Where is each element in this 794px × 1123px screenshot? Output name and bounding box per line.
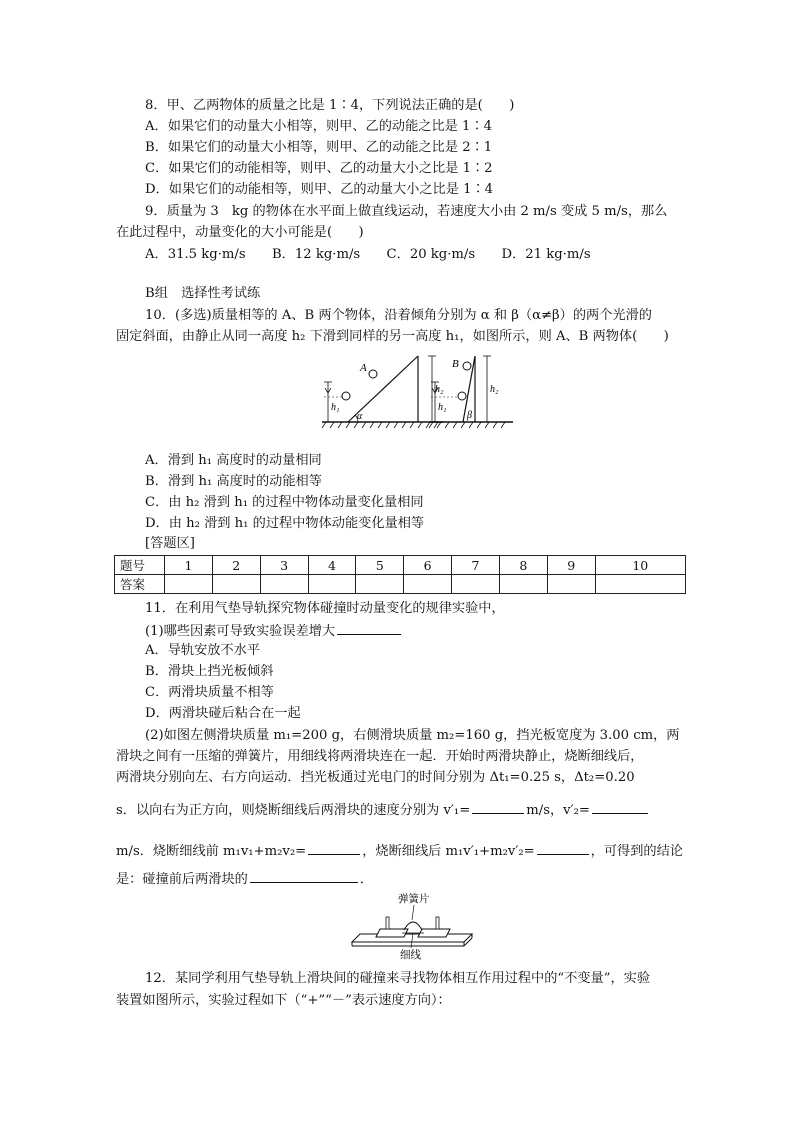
q11-conclusion-end: ．: [359, 872, 374, 887]
q11-v2-prompt: m/s，v′₂=: [526, 803, 590, 818]
answer-cell[interactable]: [308, 575, 356, 594]
q11-v1-prompt: s．以向右为正方向，则烧断细线后两滑块的速度分别为 v′₁=: [116, 803, 471, 818]
q11-before-prompt: m/s．烧断细线前 m₁v₁+m₂v₂=: [116, 844, 307, 859]
q8-stem: 8．甲、乙两物体的质量之比是 1∶4，下列说法正确的是( ): [145, 98, 515, 113]
q10-figure-right-incline: [425, 352, 535, 442]
q11-figure-air-track: [346, 890, 476, 960]
q8-option-a: A．如果它们的动量大小相等，则甲、乙的动能之比是 1∶4: [145, 119, 492, 134]
q11-spring-label: 弹簧片: [398, 893, 430, 905]
answer-cell[interactable]: [165, 575, 213, 594]
q9-options: A．31.5 kg·m/s B．12 kg·m/s C．20 kg·m/s D．21 kg·m/s: [145, 247, 591, 262]
q10-right-h1-label: h₁: [438, 402, 447, 413]
q11-stem: 11．在利用气垫导轨探究物体碰撞时动量变化的规律实验中，: [145, 601, 505, 616]
answer-number-cell: 1: [165, 556, 213, 575]
q11-option-d: D．两滑块碰后粘合在一起: [145, 706, 301, 721]
q10-option-c: C．由 h₂ 滑到 h₁ 的过程中物体动量变化量相同: [145, 495, 424, 510]
answer-table-answer-row: [115, 575, 686, 594]
answer-table: [114, 555, 686, 594]
q10-line1: 10．(多选)质量相等的 A、B 两个物体，沿着倾角分别为 α 和 β（α≠β）的两个光滑的: [145, 308, 652, 323]
q11-after-blank[interactable]: [537, 841, 589, 855]
q11-part2-line6: [116, 869, 373, 889]
answer-number-cell: 9: [547, 556, 595, 575]
q11-part1: [145, 621, 403, 641]
q11-before-blank[interactable]: [308, 841, 360, 855]
q10-ball-b-label: B: [452, 358, 459, 370]
q11-part2-line1: (2)如图左侧滑块质量 m₁=200 g，右侧滑块质量 m₂=160 g，挡光板宽度为 3.00 cm，两: [145, 728, 680, 743]
q11-part2-line5: [116, 841, 683, 861]
answer-row-label-number: 题号: [115, 556, 165, 575]
q10-line2: 固定斜面，由静止从同一高度 h₂ 下滑到同样的另一高度 h₁，如图所示，则 A、B 两物体( ): [116, 329, 669, 344]
answer-number-cell: 4: [308, 556, 356, 575]
q10-alpha-label: α: [357, 411, 363, 422]
answer-area-title: [答题区]: [145, 536, 195, 551]
answer-number-cell: 2: [212, 556, 260, 575]
answer-number-cell: 5: [356, 556, 404, 575]
q11-conclusion-text: 是：碰撞前后两滑块的: [116, 872, 248, 887]
q10-ball-a-label: A: [360, 362, 367, 374]
answer-cell[interactable]: [499, 575, 547, 594]
q9-line2: 在此过程中，动量变化的大小可能是( ): [116, 225, 364, 240]
q8-option-d: D．如果它们的动能相等，则甲、乙的动量大小之比是 1∶4: [145, 182, 494, 197]
q11-part2-line2: 滑块之间有一压缩的弹簧片，用细线将两滑块连在一起．开始时两滑块静止，烧断细线后，: [116, 749, 644, 764]
q10-option-d: D．由 h₂ 滑到 h₁ 的过程中物体动能变化量相等: [145, 516, 425, 531]
q8-option-b: B．如果它们的动量大小相等，则甲、乙的动能之比是 2∶1: [145, 140, 493, 155]
answer-row-label-answer: 答案: [115, 575, 165, 594]
q11-part1-blank[interactable]: [337, 621, 401, 635]
section-b-heading: B组 选择性考试练: [145, 286, 261, 301]
q10-left-h1-label: h₁: [331, 402, 340, 413]
answer-cell[interactable]: [356, 575, 404, 594]
answer-cell[interactable]: [212, 575, 260, 594]
q9-line1: 9．质量为 3 kg 的物体在水平面上做直线运动，若速度大小由 2 m/s 变成 5 m/s，那么: [145, 204, 668, 219]
q11-conclusion-prompt: ，可得到的结论: [590, 844, 683, 859]
q10-beta-label: β: [467, 410, 472, 421]
q8-option-c: C．如果它们的动能相等，则甲、乙的动量大小之比是 1∶2: [145, 161, 493, 176]
q11-part1-text: (1)哪些因素可导致实验误差增大: [145, 624, 336, 639]
q11-part2-line3: 两滑块分别向左、右方向运动．挡光板通过光电门的时间分别为 Δt₁=0.25 s，Δt₂=0.20: [116, 770, 635, 785]
q10-option-a: A．滑到 h₁ 高度时的动量相同: [145, 453, 322, 468]
q11-v2-blank[interactable]: [592, 800, 648, 814]
q11-part2-line4: [116, 800, 650, 820]
answer-number-cell: 10: [595, 556, 685, 575]
answer-number-cell: 7: [452, 556, 500, 575]
q12-line1: 12．某同学利用气垫导轨上滑块间的碰撞来寻找物体相互作用过程中的“不变量”，实验: [145, 971, 651, 986]
answer-cell[interactable]: [260, 575, 308, 594]
q11-option-a: A．导轨安放不水平: [145, 643, 261, 658]
q11-after-prompt: ，烧断细线后 m₁v′₁+m₂v′₂=: [362, 844, 535, 859]
q12-line2: 装置如图所示，实验过程如下（“+”“－”表示速度方向）：: [116, 993, 451, 1008]
q10-left-h2-label: h₂: [435, 384, 444, 395]
answer-table-number-row: [115, 556, 686, 575]
answer-cell[interactable]: [452, 575, 500, 594]
q11-option-b: B．滑块上挡光板倾斜: [145, 664, 274, 679]
q11-conclusion-blank[interactable]: [250, 869, 358, 883]
answer-number-cell: 6: [404, 556, 452, 575]
q10-option-b: B．滑到 h₁ 高度时的动能相等: [145, 474, 322, 489]
q11-thread-label: 细线: [400, 949, 421, 960]
answer-number-cell: 3: [260, 556, 308, 575]
answer-cell[interactable]: [547, 575, 595, 594]
q10-right-h2-label: h₂: [490, 384, 499, 395]
answer-number-cell: 8: [499, 556, 547, 575]
q11-v1-blank[interactable]: [472, 800, 524, 814]
q11-option-c: C．两滑块质量不相等: [145, 685, 274, 700]
answer-cell[interactable]: [595, 575, 685, 594]
answer-cell[interactable]: [404, 575, 452, 594]
